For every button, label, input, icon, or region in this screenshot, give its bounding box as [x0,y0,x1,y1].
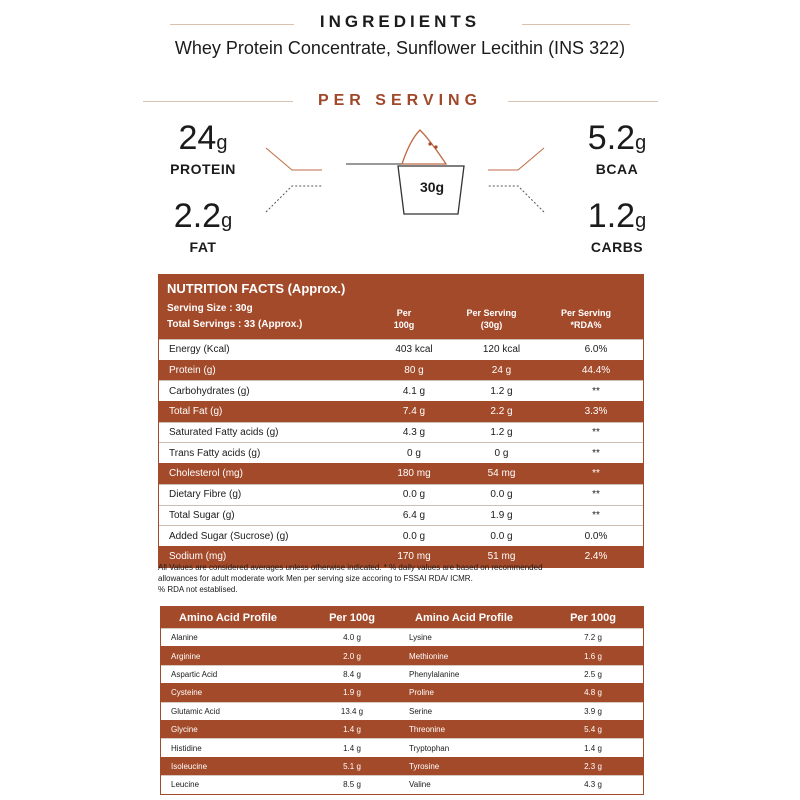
scoop-powder-icon [402,130,446,164]
scoop-label: 30g [419,179,445,195]
nutrition-row: Total Fat (g) 7.4 g 2.2 g 3.3% [159,401,643,422]
nutrition-row: Cholesterol (mg) 180 mg 54 mg ** [159,463,643,484]
macro-protein-label: PROTEIN [170,161,236,177]
amino-row: Arginine 2.0 g Methionine 1.6 g [161,646,643,664]
nutrition-row: Sodium (mg) 170 mg 51 mg 2.4% [159,546,643,567]
amino-row: Leucine 8.5 g Valine 4.3 g [161,775,643,793]
macro-fat-value: 2.2 [173,197,222,235]
amino-header-profile-right: Amino Acid Profile [415,611,513,624]
nutrition-rows [159,339,643,567]
macro-bcaa-unit: g [635,132,647,154]
amino-row: Glycine 1.4 g Threonine 5.4 g [161,720,643,738]
amino-header-profile-left: Amino Acid Profile [179,611,277,624]
nutrition-footnote: All Values are considered averages unless otherwise indicated. * % daily values are based on recommended allowances for adult moderate work Men per serving size accoring to FSSAI RDA/ ICMR. % RDA not establised. [158,563,543,594]
macro-bcaa [562,120,672,177]
macro-fat-unit: g [221,210,233,232]
nutrition-row: Total Sugar (g) 6.4 g 1.9 g ** [159,505,643,526]
amino-row: Aspartic Acid 8.4 g Phenylalanine 2.5 g [161,665,643,683]
macro-protein [148,120,258,177]
nutrition-header [159,275,643,339]
nutrition-title: NUTRITION FACTS (Approx.) [167,281,346,296]
amino-row: Alanine 4.0 g Lysine 7.2 g [161,628,643,646]
ingredients-title: INGREDIENTS [319,12,481,31]
total-servings: Total Servings : 33 (Approx.) [167,319,303,330]
macro-carbs [562,198,672,255]
scoop-dot-1 [428,142,431,145]
nutrition-row: Trans Fatty acids (g) 0 g 0 g ** [159,442,643,463]
macro-fat-label: FAT [189,239,217,255]
scoop-dot-2 [434,145,437,148]
nutrition-row: Energy (Kcal) 403 kcal 120 kcal 6.0% [159,339,643,360]
nutrition-row: Dietary Fibre (g) 0.0 g 0.0 g ** [159,484,643,505]
connector-carbs [488,186,544,212]
macro-protein-value: 24 [178,119,217,157]
amino-acid-table [160,606,644,795]
macro-carbs-label: CARBS [590,239,644,255]
col-per100-header: Per 100g [393,308,415,330]
ingredients-text: Whey Protein Concentrate, Sunflower Lecithin (INS 322) [174,38,626,58]
nutrition-row: Added Sugar (Sucrose) (g) 0.0 g 0.0 g 0.0% [159,525,643,546]
scoop-diagram [260,120,550,220]
col-serving-header: Per Serving (30g) [466,308,517,330]
macro-fat [148,198,258,255]
amino-row: Histidine 1.4 g Tryptophan 1.4 g [161,738,643,756]
amino-header-per100-right: Per 100g [570,611,616,624]
macro-bcaa-value: 5.2 [587,119,636,157]
amino-row: Isoleucine 5.1 g Tyrosine 2.3 g [161,757,643,775]
connector-bcaa [488,148,544,170]
per-serving-title: PER SERVING [317,92,483,109]
amino-row: Cysteine 1.9 g Proline 4.8 g [161,683,643,701]
connector-protein [266,148,322,170]
serving-size: Serving Size : 30g [167,303,253,314]
macro-bcaa-label: BCAA [595,161,639,177]
nutrition-facts-table [158,274,644,568]
amino-header-per100-left: Per 100g [329,611,375,624]
amino-header [161,607,643,628]
macro-protein-unit: g [216,132,228,154]
amino-row: Glutamic Acid 13.4 g Serine 3.9 g [161,702,643,720]
macro-carbs-value: 1.2 [587,197,636,235]
nutrition-row: Protein (g) 80 g 24 g 44.4% [159,360,643,381]
connector-fat [266,186,322,212]
nutrition-row: Saturated Fatty acids (g) 4.3 g 1.2 g ** [159,422,643,443]
nutrition-row: Carbohydrates (g) 4.1 g 1.2 g ** [159,380,643,401]
col-rda-header: Per Serving *RDA% [560,308,612,330]
macro-carbs-unit: g [635,210,647,232]
